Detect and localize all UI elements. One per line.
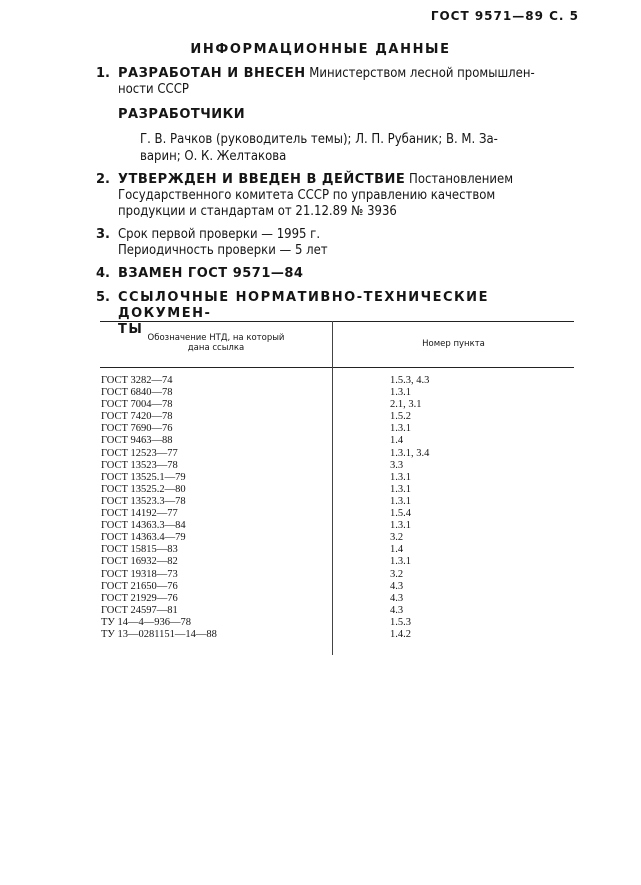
column-header-document-line-1: Обозначение НТД, на который bbox=[147, 333, 285, 343]
item-4-heading: ВЗАМЕН ГОСТ 9571—84 bbox=[118, 266, 304, 281]
reference-document: ГОСТ 24597—81 bbox=[101, 604, 178, 616]
developers-text bbox=[140, 131, 576, 165]
item-5-heading: ССЫЛОЧНЫЕ НОРМАТИВНО-ТЕХНИЧЕСКИЕ ДОКУМЕН- bbox=[118, 290, 489, 321]
page-header: ГОСТ 9571—89 С. 5 bbox=[430, 9, 579, 23]
reference-document: ГОСТ 14363.3—84 bbox=[101, 520, 186, 532]
reference-document: ГОСТ 7004—78 bbox=[101, 399, 173, 411]
item-1-text: Министерством лесной промышлен- bbox=[305, 66, 535, 81]
clause-number: 4.3 bbox=[390, 592, 404, 604]
table-row bbox=[100, 629, 574, 641]
clause-number: 2.1, 3.1 bbox=[390, 399, 422, 411]
reference-document: ГОСТ 14192—77 bbox=[101, 508, 178, 520]
item-number: 4. bbox=[96, 266, 110, 281]
clause-number: 1.3.1 bbox=[390, 520, 411, 532]
table-row bbox=[100, 520, 574, 532]
clause-number: 1.3.1 bbox=[390, 495, 411, 507]
table-row bbox=[100, 484, 574, 496]
developers-line-1: Г. В. Рачков (руководитель темы); Л. П. Рубаник; В. М. За- bbox=[140, 132, 498, 147]
reference-document: ГОСТ 21929—76 bbox=[101, 592, 178, 604]
table-row bbox=[100, 556, 574, 568]
table-row bbox=[100, 435, 574, 447]
reference-document: ТУ 13—0281151—14—88 bbox=[101, 628, 217, 640]
clause-number: 1.3.1 bbox=[390, 556, 411, 568]
reference-document: ГОСТ 13525.2—80 bbox=[101, 483, 186, 495]
table-top-rule bbox=[100, 321, 574, 322]
table-header-rule bbox=[100, 367, 574, 368]
table-row bbox=[100, 399, 574, 411]
developers-line-2: варин; О. К. Желтакова bbox=[140, 149, 287, 164]
table-row bbox=[100, 496, 574, 508]
clause-number: 1.5.3, 4.3 bbox=[390, 375, 430, 386]
developers-heading: РАЗРАБОТЧИКИ bbox=[118, 107, 246, 122]
reference-document: ГОСТ 13523.3—78 bbox=[101, 495, 186, 507]
clause-number: 3.2 bbox=[390, 532, 404, 544]
clause-number: 1.3.1 bbox=[390, 387, 411, 399]
item-3 bbox=[96, 227, 576, 259]
item-1-heading: РАЗРАБОТАН И ВНЕСЕН bbox=[118, 66, 306, 81]
clause-number: 1.4 bbox=[390, 435, 404, 447]
item-3-line-1: Срок первой проверки — 1995 г. bbox=[118, 227, 321, 242]
clause-number: 1.5.3 bbox=[390, 616, 411, 628]
item-1 bbox=[96, 66, 576, 98]
reference-document: ГОСТ 7690—76 bbox=[101, 423, 173, 435]
clause-number: 1.3.1 bbox=[390, 471, 411, 483]
item-2-line-2: Государственного комитета СССР по управлению качеством bbox=[118, 188, 496, 203]
reference-document: ГОСТ 16932—82 bbox=[101, 556, 178, 568]
clause-number: 4.3 bbox=[390, 604, 404, 616]
clause-number: 1.5.4 bbox=[390, 508, 411, 520]
item-number: 1. bbox=[96, 66, 110, 81]
clause-number: 3.2 bbox=[390, 568, 404, 580]
column-header-document bbox=[100, 333, 332, 353]
section-title: ИНФОРМАЦИОННЫЕ ДАННЫЕ bbox=[190, 42, 451, 57]
reference-document: ГОСТ 13525.1—79 bbox=[101, 471, 186, 483]
table-row bbox=[100, 472, 574, 484]
table-row bbox=[100, 617, 574, 629]
reference-document: ГОСТ 15815—83 bbox=[101, 544, 178, 556]
table-row bbox=[100, 532, 574, 544]
item-number: 2. bbox=[96, 172, 110, 187]
table-row bbox=[100, 581, 574, 593]
table-row bbox=[100, 448, 574, 460]
column-header-document-line-2: дана ссылка bbox=[187, 343, 245, 353]
clause-number: 4.3 bbox=[390, 580, 404, 592]
item-1-text-cont: ности СССР bbox=[118, 82, 189, 97]
reference-document: ГОСТ 19318—73 bbox=[101, 568, 178, 580]
table-row bbox=[100, 387, 574, 399]
item-number: 5. bbox=[96, 290, 110, 305]
table-row bbox=[100, 423, 574, 435]
table-row bbox=[100, 411, 574, 423]
item-2 bbox=[96, 172, 576, 220]
clause-number: 3.3 bbox=[390, 459, 404, 471]
reference-document: ГОСТ 7420—78 bbox=[101, 411, 173, 423]
item-4 bbox=[96, 266, 576, 282]
table-row bbox=[100, 544, 574, 556]
reference-document: ГОСТ 12523—77 bbox=[101, 447, 178, 459]
reference-document: ГОСТ 9463—88 bbox=[101, 435, 173, 447]
reference-document: ГОСТ 13523—78 bbox=[101, 459, 178, 471]
item-5-heading-cont: ТЫ bbox=[118, 322, 144, 337]
table-row bbox=[100, 375, 574, 387]
reference-document: ГОСТ 3282—74 bbox=[101, 375, 173, 386]
table-row bbox=[100, 569, 574, 581]
item-2-heading: УТВЕРЖДЕН И ВВЕДЕН В ДЕЙСТВИЕ bbox=[118, 172, 406, 187]
clause-number: 1.3.1 bbox=[390, 483, 411, 495]
reference-document: ТУ 14—4—936—78 bbox=[101, 616, 191, 628]
reference-document: ГОСТ 14363.4—79 bbox=[101, 532, 186, 544]
table-body bbox=[100, 375, 574, 641]
clause-number: 1.3.1, 3.4 bbox=[390, 447, 430, 459]
clause-number: 1.5.2 bbox=[390, 411, 411, 423]
item-number: 3. bbox=[96, 227, 110, 242]
clause-number: 1.4 bbox=[390, 544, 404, 556]
item-2-text: Постановлением bbox=[405, 172, 514, 187]
item-3-line-2: Периодичность проверки — 5 лет bbox=[118, 243, 328, 258]
reference-document: ГОСТ 6840—78 bbox=[101, 387, 173, 399]
column-header-clause: Номер пункта bbox=[422, 339, 485, 349]
clause-number: 1.3.1 bbox=[390, 423, 411, 435]
table-row bbox=[100, 460, 574, 472]
table-row bbox=[100, 593, 574, 605]
clause-number: 1.4.2 bbox=[390, 628, 411, 640]
reference-document: ГОСТ 21650—76 bbox=[101, 580, 178, 592]
item-5 bbox=[96, 290, 576, 338]
item-2-line-3: продукции и стандартам от 21.12.89 № 3936 bbox=[118, 204, 397, 219]
table-row bbox=[100, 508, 574, 520]
table-row bbox=[100, 605, 574, 617]
